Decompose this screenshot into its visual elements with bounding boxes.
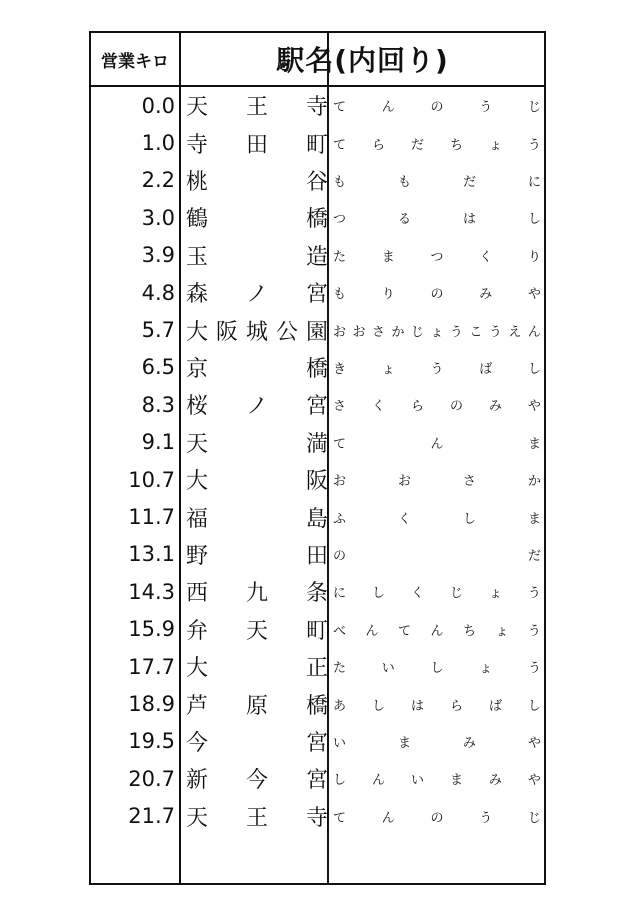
km-value: 9.1 (141, 430, 175, 455)
kana-char: う (479, 100, 493, 116)
kana-char: く (479, 249, 493, 265)
kana-char: じ (527, 810, 541, 826)
kanji-char: 王 (245, 95, 268, 121)
kana-char: ん (430, 436, 444, 452)
station-name-kanji (186, 498, 328, 535)
table-row (91, 498, 544, 535)
kana-char: し (333, 773, 347, 789)
kana-char: き (333, 361, 347, 377)
station-name-kanji (186, 648, 328, 685)
station-name-kana (333, 274, 541, 311)
km-value: 0.0 (141, 93, 175, 118)
kana-char: の (430, 100, 444, 116)
km-value: 11.7 (128, 505, 175, 530)
station-name-kanji (186, 311, 328, 348)
kana-char: こ (469, 324, 483, 340)
station-name-kana (333, 648, 541, 685)
kana-char: う (527, 623, 541, 639)
kana-char: べ (333, 623, 347, 639)
kana-char: み (479, 287, 493, 303)
station-name-kana (333, 760, 541, 797)
kana-char: う (479, 810, 493, 826)
kanji-char: 宮 (305, 730, 328, 756)
km-value: 18.9 (128, 692, 175, 717)
kana-char: や (527, 773, 541, 789)
km-value: 20.7 (128, 766, 175, 791)
km-value: 15.9 (128, 617, 175, 642)
kana-char: ょ (479, 661, 493, 677)
station-name-kanji (186, 723, 328, 760)
kana-char: お (352, 324, 366, 340)
kanji-char: 原 (245, 693, 268, 719)
header-km: 営業キロ (101, 51, 169, 72)
kana-char: に (527, 174, 541, 190)
kanji-char: 桜 (186, 394, 209, 420)
kanji-char: 今 (245, 768, 268, 794)
kana-char: お (333, 474, 347, 490)
kana-char: や (527, 735, 541, 751)
kana-char: て (397, 623, 411, 639)
kanji-char: 九 (245, 581, 268, 607)
kanji-char: 弁 (186, 618, 209, 644)
kanji-char: 新 (186, 768, 209, 794)
station-name-kana (333, 798, 541, 835)
kana-char: み (488, 399, 502, 415)
kana-char: う (527, 586, 541, 602)
kanji-char: 宮 (305, 768, 328, 794)
kana-char: み (488, 773, 502, 789)
kana-char: さ (333, 399, 347, 415)
table-row (91, 162, 544, 199)
kana-char: ば (479, 361, 493, 377)
kana-char: ら (410, 399, 424, 415)
table-row (91, 798, 544, 835)
kana-char: ふ (333, 511, 347, 527)
station-name-kana (333, 124, 541, 161)
station-name-kana (333, 536, 541, 573)
kana-char: は (410, 698, 424, 714)
table-row (91, 237, 544, 274)
station-name-kanji (186, 424, 328, 461)
kanji-char: 条 (305, 581, 328, 607)
station-name-kana (333, 237, 541, 274)
table-row (91, 760, 544, 797)
kanji-char: 宮 (305, 394, 328, 420)
kanji-char: 造 (305, 244, 328, 270)
kana-char: み (462, 735, 476, 751)
kana-char: ん (371, 773, 385, 789)
table-row (91, 311, 544, 348)
table-row (91, 685, 544, 722)
kana-char: ょ (488, 586, 502, 602)
km-value: 4.8 (141, 280, 175, 305)
station-name-kanji (186, 386, 328, 423)
kanji-char: 橋 (305, 693, 328, 719)
station-name-kana (333, 498, 541, 535)
km-value: 21.7 (128, 804, 175, 829)
kana-char: の (449, 399, 463, 415)
kana-char: ま (527, 511, 541, 527)
kanji-char: 天 (186, 95, 209, 121)
kanji-char: 阪 (215, 319, 238, 345)
station-name-kanji (186, 274, 328, 311)
table-row (91, 723, 544, 760)
kana-char: く (371, 399, 385, 415)
station-name-kanji (186, 685, 328, 722)
kana-char: ら (449, 698, 463, 714)
kana-char: の (430, 287, 444, 303)
kanji-char: 大 (186, 656, 209, 682)
kana-char: ら (371, 137, 385, 153)
station-name-kanji (186, 162, 328, 199)
kanji-char: 西 (186, 581, 209, 607)
table-row (91, 87, 544, 124)
kana-char: の (430, 810, 444, 826)
kana-char: り (527, 249, 541, 265)
kana-char: も (333, 287, 347, 303)
kanji-char: 正 (305, 656, 328, 682)
kanji-char: 田 (245, 132, 268, 158)
kana-char: ょ (430, 324, 444, 340)
kana-char: ょ (495, 623, 509, 639)
kana-char: く (410, 586, 424, 602)
kana-char: ま (527, 436, 541, 452)
kana-char: え (508, 324, 522, 340)
station-name-kanji (186, 461, 328, 498)
km-value: 13.1 (128, 542, 175, 567)
kanji-char: 天 (186, 805, 209, 831)
kana-char: つ (333, 212, 347, 228)
kanji-char: 阪 (305, 469, 328, 495)
kana-char: う (488, 324, 502, 340)
table-row (91, 424, 544, 461)
kana-char: ま (449, 773, 463, 789)
kana-char: し (371, 698, 385, 714)
km-value: 6.5 (141, 355, 175, 380)
kanji-char: 桃 (186, 169, 209, 195)
station-name-kana (333, 723, 541, 760)
kana-char: ば (488, 698, 502, 714)
station-name-kanji (186, 611, 328, 648)
table-row (91, 349, 544, 386)
kana-char: し (462, 511, 476, 527)
kana-char: お (333, 324, 347, 340)
kanji-char: 鶴 (186, 207, 209, 233)
kana-char: ま (397, 735, 411, 751)
kana-char: し (527, 212, 541, 228)
kana-char: ょ (488, 137, 502, 153)
kana-char: だ (462, 174, 476, 190)
table-row (91, 274, 544, 311)
kana-char: て (333, 100, 347, 116)
kana-char: て (333, 810, 347, 826)
kana-char: さ (462, 474, 476, 490)
table-row (91, 611, 544, 648)
kana-char: う (527, 137, 541, 153)
kana-char: ん (381, 100, 395, 116)
kana-char: も (397, 174, 411, 190)
station-name-kanji (186, 87, 328, 124)
kanji-char: 橋 (305, 207, 328, 233)
station-name-kana (333, 311, 541, 348)
table-row (91, 536, 544, 573)
km-value: 5.7 (141, 318, 175, 343)
kana-char: た (333, 249, 347, 265)
kana-char: つ (430, 249, 444, 265)
station-name-kana (333, 162, 541, 199)
kanji-char: 島 (305, 506, 328, 532)
kana-char: ん (381, 810, 395, 826)
km-value: 17.7 (128, 654, 175, 679)
kanji-char: 天 (245, 618, 268, 644)
station-name-kana (333, 386, 541, 423)
kana-char: の (333, 548, 347, 564)
km-value: 19.5 (128, 729, 175, 754)
station-name-kana (333, 87, 541, 124)
station-name-kanji (186, 199, 328, 236)
kana-char: り (381, 287, 395, 303)
kanji-char: 寺 (186, 132, 209, 158)
kana-char: は (462, 212, 476, 228)
kana-char: じ (410, 324, 424, 340)
kanji-char: 谷 (305, 169, 328, 195)
table-row (91, 648, 544, 685)
kana-char: も (333, 174, 347, 190)
station-name-kana (333, 685, 541, 722)
table-row (91, 124, 544, 161)
station-name-kana (333, 611, 541, 648)
kana-char: か (391, 324, 405, 340)
km-value: 14.3 (128, 579, 175, 604)
kana-char: い (381, 661, 395, 677)
km-value: 10.7 (128, 467, 175, 492)
kanji-char: 寺 (305, 95, 328, 121)
kana-char: だ (527, 548, 541, 564)
kana-char: や (527, 287, 541, 303)
kanji-char: 芦 (186, 693, 209, 719)
kana-char: し (430, 661, 444, 677)
station-name-kanji (186, 798, 328, 835)
kanji-char: 森 (186, 282, 209, 308)
kanji-char: 寺 (305, 805, 328, 831)
station-table (89, 31, 546, 885)
kana-char: じ (449, 586, 463, 602)
station-name-kana (333, 199, 541, 236)
kanji-char: 園 (305, 319, 328, 345)
km-value: 3.0 (141, 205, 175, 230)
kanji-char: 天 (186, 431, 209, 457)
kanji-char: 宮 (305, 282, 328, 308)
station-name-kanji (186, 349, 328, 386)
kanji-char: 玉 (186, 244, 209, 270)
kana-char: し (527, 698, 541, 714)
kanji-char: 町 (305, 618, 328, 644)
kana-char: た (333, 661, 347, 677)
station-name-kana (333, 424, 541, 461)
kana-char: ち (462, 623, 476, 639)
kana-char: く (397, 511, 411, 527)
kanji-char: 野 (186, 543, 209, 569)
kana-char: さ (371, 324, 385, 340)
station-name-kanji (186, 573, 328, 610)
kanji-char: 京 (186, 356, 209, 382)
kana-char: う (527, 661, 541, 677)
kanji-char: 町 (305, 132, 328, 158)
kana-char: ま (381, 249, 395, 265)
kana-char: お (397, 474, 411, 490)
table-row (91, 386, 544, 423)
table-row (91, 461, 544, 498)
kana-char: に (333, 586, 347, 602)
station-name-kana (333, 349, 541, 386)
kana-char: う (430, 361, 444, 377)
kanji-char: 満 (305, 431, 328, 457)
station-name-kana (333, 461, 541, 498)
table-row (91, 199, 544, 236)
kana-char: ち (449, 137, 463, 153)
kana-char: い (410, 773, 424, 789)
station-name-kanji (186, 237, 328, 274)
kana-char: う (449, 324, 463, 340)
kanji-char: 城 (245, 319, 268, 345)
kanji-char: ノ (245, 394, 268, 420)
km-value: 1.0 (141, 131, 175, 156)
station-name-kanji (186, 536, 328, 573)
kana-char: か (527, 474, 541, 490)
kana-char: て (333, 137, 347, 153)
kanji-char: 橋 (305, 356, 328, 382)
kana-char: る (397, 212, 411, 228)
kanji-char: 福 (186, 506, 209, 532)
kana-char: て (333, 436, 347, 452)
kana-char: や (527, 399, 541, 415)
station-name-kanji (186, 124, 328, 161)
kanji-char: 大 (186, 469, 209, 495)
kanji-char: 今 (186, 730, 209, 756)
kana-char: じ (527, 100, 541, 116)
kana-char: し (527, 361, 541, 377)
station-name-kanji (186, 760, 328, 797)
kanji-char: ノ (245, 282, 268, 308)
kana-char: あ (333, 698, 347, 714)
kanji-char: 公 (275, 319, 298, 345)
kanji-char: 王 (245, 805, 268, 831)
kana-char: い (333, 735, 347, 751)
kana-char: だ (410, 137, 424, 153)
header-station-name: 駅名(内回り) (276, 44, 449, 77)
kana-char: ん (527, 324, 541, 340)
kanji-char: 田 (305, 543, 328, 569)
kanji-char: 大 (186, 319, 209, 345)
table-row (91, 573, 544, 610)
km-value: 3.9 (141, 243, 175, 268)
kana-char: ん (430, 623, 444, 639)
km-value: 2.2 (141, 168, 175, 193)
km-value: 8.3 (141, 392, 175, 417)
station-name-kana (333, 573, 541, 610)
kana-char: ん (365, 623, 379, 639)
kana-char: ょ (381, 361, 395, 377)
kana-char: し (371, 586, 385, 602)
